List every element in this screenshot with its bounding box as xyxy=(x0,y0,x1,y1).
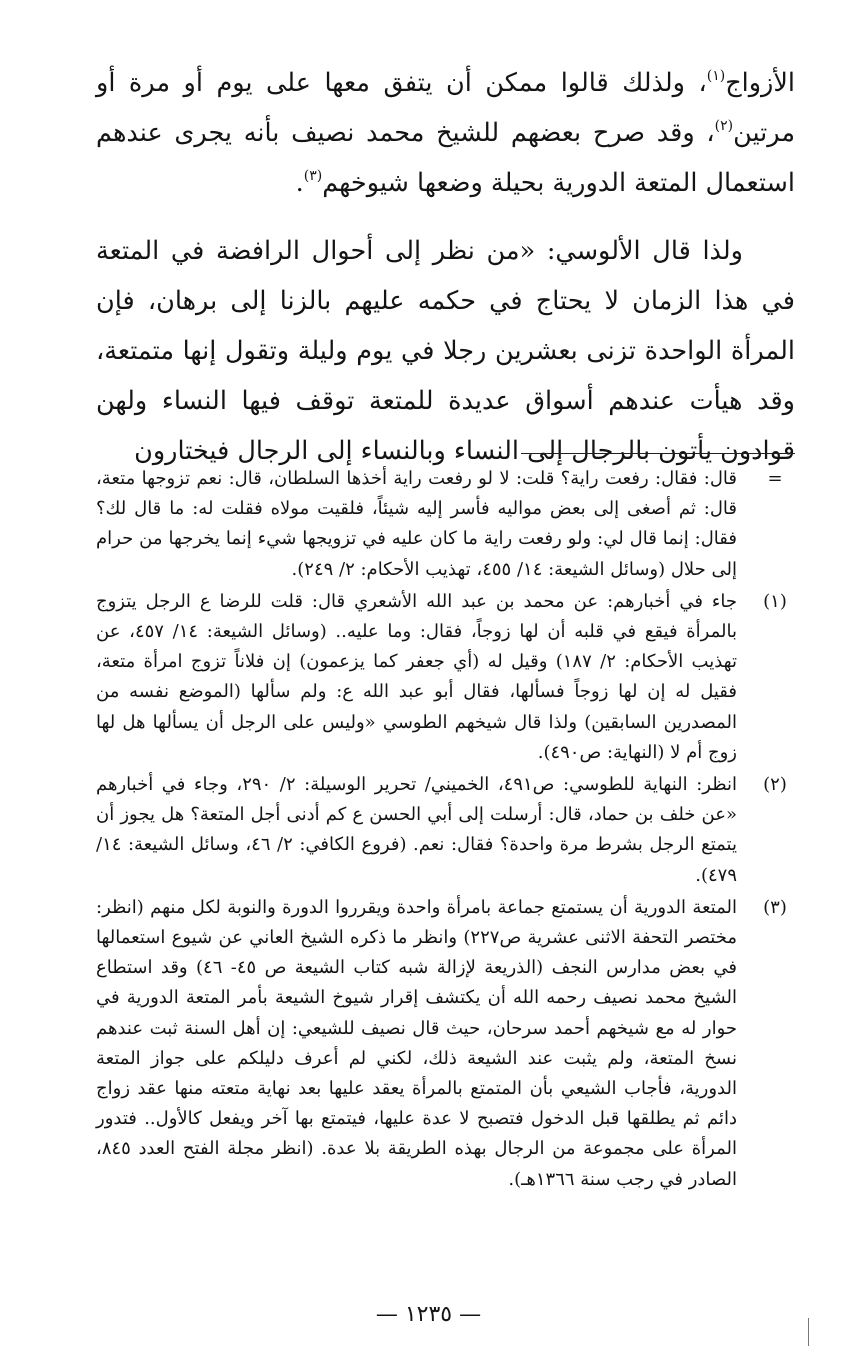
paragraph-1 xyxy=(96,58,795,208)
footnote-3 xyxy=(96,893,795,1195)
text-run: ، وقد صرح بعضهم للشيخ محمد نصيف بأنه يجرى عندهم استعمال المتعة الدورية بحيلة وضعها شيوخهم xyxy=(96,118,795,198)
footnote-marker: = xyxy=(767,468,783,489)
footnote-number: (١) xyxy=(763,590,787,612)
footnote-continued xyxy=(96,464,795,585)
footnote-ref-1[interactable]: (١) xyxy=(706,68,726,84)
text-run: الأزواج xyxy=(725,68,795,98)
footnote-1 xyxy=(96,587,795,768)
footnote-separator xyxy=(521,453,795,454)
footnotes xyxy=(96,464,795,1197)
footnote-2 xyxy=(96,770,795,891)
footnote-text: قال: فقال: رفعت راية؟ قلت: لا لو رفعت راية أخذها السلطان، قال: نعم تزوجها متعة، قال: ثم أصغى إلى بعض مواليه فأسر إليه شيئاً، فلقيت مولاه فقلت له: ما قال لك؟ فقال: إنما قال لي: ولو رفعت راية ما كان عليه في تزويجها شيء إنما يخرجها من حرام إلى حلال (وسائل الشيعة: ١٤/ ٤٥٥، تهذيب الأحكام: ٢/ ٢٤٩). xyxy=(96,468,737,580)
footnote-text: المتعة الدورية أن يستمتع جماعة بامرأة واحدة ويقرروا الدورة والنوبة لكل منهم (انظر: مختصر التحفة الاثنى عشرية ص٢٢٧) وانظر ما ذكره الشيخ العاني عن شيوع استعمالها في بعض مدارس النجف (الذريعة لإزالة شبه كتاب الشيعة ص ٤٥- ٤٦) وقد استطاع الشيخ محمد نصيف رحمه الله أن يكتشف إقرار شيوخ الشيعة بأمر المتعة الدورية في حوار له مع شيخهم أحمد سرحان، حيث قال نصيف للشيعي: إن أهل السنة ثبت عندهم نسخ المتعة، ولم يثبت عند الشيعة ذلك، لكني لم أعرف دليلكم على جواز المتعة الدورية، فأجاب الشيعي بأن المتمتع بالمرأة يعقد عليها بعد نهاية متعته منها عقد زواج دائم ثم يطلقها قبل الدخول فتصبح لا عدة عليها، فيتمتع بها آخر ويفعل كالأول.. فتدور المرأة على مجموعة من الرجال بهذه الطريقة بلا عدة. (انظر مجلة الفتح العدد ٨٤٥، الصادر في رجب سنة ١٣٦٦هـ). xyxy=(96,896,737,1190)
text-run: . xyxy=(295,168,304,198)
footnote-text: انظر: النهاية للطوسي: ص٤٩١، الخميني/ تحرير الوسيلة: ٢/ ٢٩٠، وجاء في أخبارهم «عن خلف بن حماد، قال: أرسلت إلى أبي الحسن ع كم أدنى أجل المتعة؟ هل يجوز أن يتمتع الرجل بشرط مرة واحدة؟ فقال: نعم. (فروع الكافي: ٢/ ٤٦، وسائل الشيعة: ١٤/ ٤٧٩). xyxy=(96,774,738,886)
text-run: ، ولذلك قالوا ممكن أن يتفق معها على يوم أو مرة أو مرتين xyxy=(96,68,795,148)
footnote-text: جاء في أخبارهم: عن محمد بن عبد الله الأشعري قال: قلت للرضا ع الرجل يتزوج بالمرأة فيقع في قلبه أن لها زوجاً، فقال: وما عليه.. (وسائل الشيعة: ١٤/ ٤٥٧، عن تهذيب الأحكام: ٢/ ١٨٧) وقيل له (أي جعفر كما يزعمون) إن فلاناً تزوج امرأة متعة، فقيل له إن لها زوجاً فسألها، فقال أبو عبد الله ع: ولم سألها (الموضع نفسه من المصدرين السابقين) ولذا قال شيخهم الطوسي «وليس على الرجل أن يسألها هل لها زوج أم لا (النهاية: ص٤٩٠). xyxy=(96,590,737,763)
page-number: — ١٢٣٥ — xyxy=(375,1302,482,1327)
main-text xyxy=(96,58,795,476)
footnote-ref-2[interactable]: (٢) xyxy=(714,118,734,134)
footnote-number: (٢) xyxy=(763,774,787,796)
footnote-number: (٣) xyxy=(763,896,787,918)
footnote-ref-3[interactable]: (٣) xyxy=(303,168,323,184)
paragraph-2: ولذا قال الألوسي: «من نظر إلى أحوال الرافضة في المتعة في هذا الزمان لا يحتاج في حكمه عليهم بالزنا إلى برهان، فإن المرأة الواحدة تزنى بعشرين رجلا في يوم وليلة وتقول إنها متمتعة، وقد هيأت عندهم أسواق عديدة للمتعة توقف فيها النساء ولهن قوادون يأتون بالرجال إلى النساء وبالنساء إلى الرجال فيختارون xyxy=(96,236,795,466)
scan-artifact xyxy=(808,1318,809,1346)
